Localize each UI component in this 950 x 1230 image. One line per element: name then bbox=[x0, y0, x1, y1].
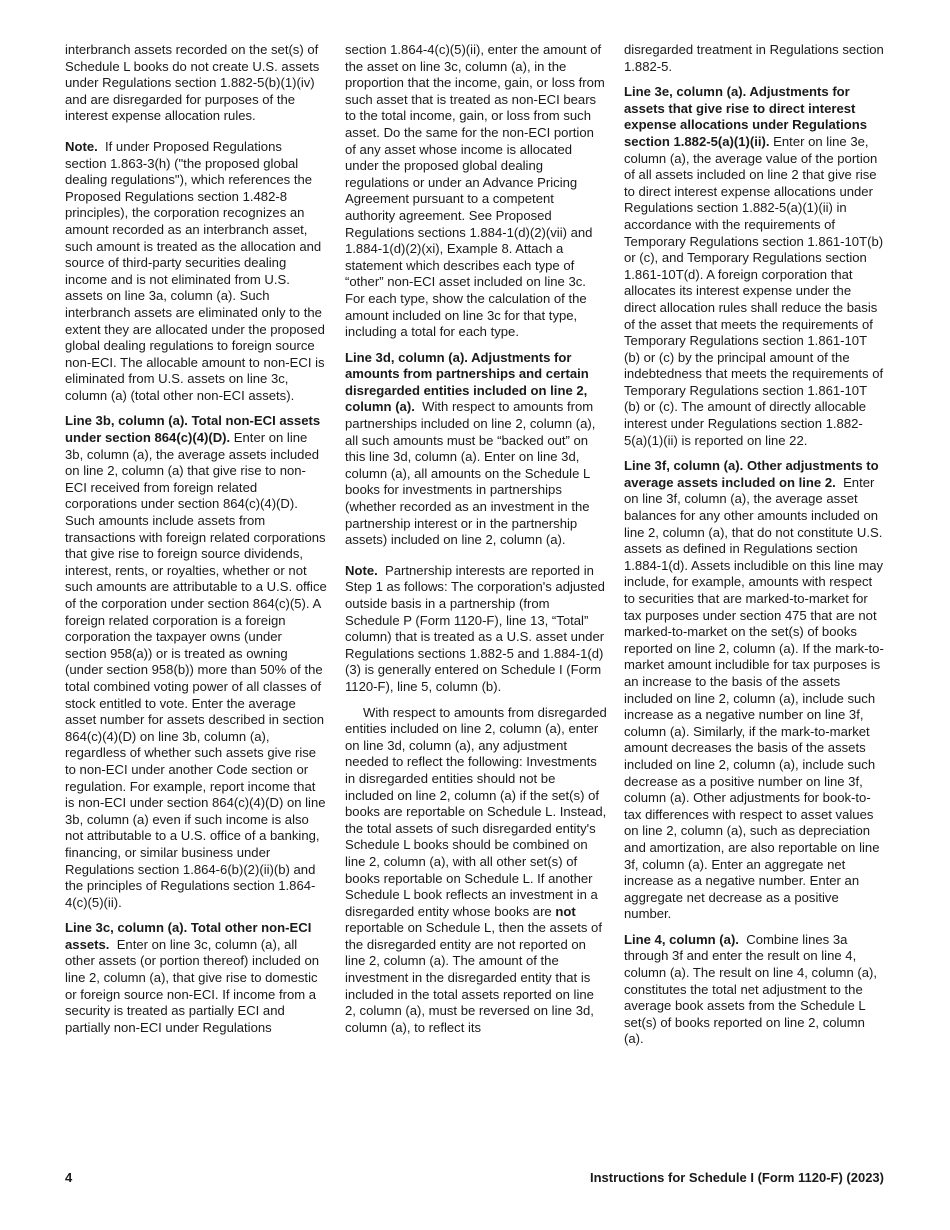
emphasis-not: not bbox=[555, 903, 576, 919]
heading-line-3d: Line 3d, column (a). Adjustments for amounts from partnerships and certain disregarded entities included on line 2, column (a). bbox=[345, 349, 589, 415]
text-column-right bbox=[624, 42, 886, 1048]
note-label: Note. bbox=[345, 562, 378, 578]
section-line-3b: Line 3b, column (a). Total non-ECI assets under section 864(c)(4)(D). Enter on line 3b, column (a), the average assets included on line 2, column (a) that give rise to non-ECI received from foreign related corporations under section 864(c)(4)(D). Such amounts include assets from transactions with foreign related corporations that give rise to foreign source dividends, interest, rents, or royalties, whether or not such amounts are attributable to a U.S. office of the corporation under section 864(c)(5). A foreign related corporation is a foreign corporation the taxpayer owns (under section 958(a)) or is treated as owning (under section 958(b)) more than 50% of the total combined voting power of all classes of stock entitled to vote. Enter the average asset number for assets described in section 864(c)(4)(D) on line 3b, column (a), regardless of whether such assets give rise to non-ECI under another Code section or regulation. For example, report income that is non-ECI under section 864(c)(4)(D) on line 3b, column (a) even if such income is also not attributable to a U.S. office of a banking, financing, or similar business under Regulations section 1.864-6(b)(2)(ii)(b) and the principles of Regulations section 1.864-4(c)(5)(ii). bbox=[65, 413, 327, 910]
paragraph-interbranch-assets: interbranch assets recorded on the set(s) of Schedule L books do not create U.S. assets under Regulations section 1.882-5(b)(1)(iv) and are disregarded for purposes of the interest expense allocation rules. bbox=[65, 42, 320, 124]
text-column-middle bbox=[345, 42, 607, 1036]
heading-line-4: Line 4, column (a). bbox=[624, 931, 739, 947]
heading-line-3e: Line 3e, column (a). Adjustments for assets that give rise to direct interest expense allocations under Regulations section 1.882-5(a)(1)(ii). bbox=[624, 84, 868, 149]
note-label: Note. bbox=[65, 138, 98, 154]
heading-line-3b: Line 3b, column (a). Total non-ECI assets under section 864(c)(4)(D). bbox=[65, 413, 321, 446]
section-line-3c: Line 3c, column (a). Total other non-ECI assets. Enter on line 3c, column (a), all other assets (or portion thereof) included on line 2, column (a), that give rise to domestic or foreign source non-ECI. If income from a security is treated as partially ECI and partially non-ECI under Regulations bbox=[65, 920, 320, 1035]
note-paragraph-partnership-interests: Note. Partnership interests are reported in Step 1 as follows: The corporation's adjusted outside basis in a partnership (from Schedule P (Form 1120-F), line 13, “Total” column) that is treated as a U.S. asset under Regulations sections 1.882-5 and 1.884-1(d)(3) is generally entered on Schedule I (Form 1120-F), line 5, column (b). bbox=[345, 562, 605, 694]
section-line-3d: Line 3d, column (a). Adjustments for amounts from partnerships and certain disregarded entities included on line 2, column (a). With respect to amounts from partnerships included on line 2, column (a), all such amounts must be “backed out” on this line 3d, column (a). Enter on line 3d, column (a), all amounts on the Schedule L books for investments in partnerships (whether recorded as an investment in the partnership interest or in the partnership assets) included on line 2, column (a). bbox=[345, 349, 596, 548]
text-column-left bbox=[65, 42, 327, 1036]
section-line-3f: Line 3f, column (a). Other adjustments to average assets included on line 2. Enter on line 3f, column (a), the average asset balances for any other amounts included on line 2, column (a), that do not constitute U.S. assets as defined in Regulations section 1.884-1(d). Assets includible on this line may include, for example, amounts with respect to securities that are marked-to-market for tax purposes under section 475 that are not marked-to-market on the set(s) of books reported on line 2, column (a). If the mark-to-market amount includible for tax purposes is an increase to the basis of the assets included on line 2, column (a), include such increase as a negative number on line 3f, column (a). Similarly, if the mark-to-market amount decreases the basis of the assets included on line 2, column (a), include such decrease as a positive number on line 3f, column (a). Other adjustments for book-to-tax differences with respect to asset values on line 2, column (a), such as depreciation and amortization, are also reportable on line 3f, column (a). Enter an aggregate net increase as a negative number. Enter an aggregate net decrease as a positive number. bbox=[624, 458, 884, 922]
heading-line-3f: Line 3f, column (a). Other adjustments to average assets included on line 2. bbox=[624, 458, 879, 490]
section-line-4: Line 4, column (a). Combine lines 3a through 3f and enter the result on line 4, column (a). The result on line 4, column (a), constitutes the total net adjustment to the average book assets from the Schedule L set(s) of books reported on line 2, column (a). bbox=[624, 931, 878, 1047]
footer-document-title: Instructions for Schedule I (Form 1120-F) (2023) bbox=[589, 1170, 884, 1185]
paragraph-line-3c-continued: section 1.864-4(c)(5)(ii), enter the amount of the asset on line 3c, column (a), in the proportion that the income, gain, or loss from such asset that is treated as non-ECI bears to the total income, gain, or loss from such asset. Do the same for the non-ECI portion of any asset whose income is allocated under the proposed global dealing regulations or under an Advance Pricing Agreement pursuant to a competent authority agreement. See Proposed Regulations sections 1.884-1(d)(2)(vii) and 1.884-1(d)(2)(xi), Example 8. Attach a statement which describes each type of “other” non-ECI asset included on line 3c. For each type, show the calculation of the amount included on line 3c for that type, including a total for each type. bbox=[345, 42, 605, 340]
note-paragraph-global-dealing: Note. If under Proposed Regulations section 1.863-3(h) ("the proposed global dealing regulations"), which references the Proposed Regulations section 1.482-8 principles), the corporation recognizes an amount recorded as an interbranch asset, such amount is treated as the allocation and source of third-party securities dealing income and is not eliminated from U.S. assets on line 3a, column (a). Such interbranch assets are eliminated only to the extent they are allocated under the proposed global dealing regulations to foreign source non-ECI. The allocable amount to non-ECI is eliminated from U.S. assets on line 3c, column (a) (total other non-ECI assets). bbox=[65, 138, 325, 403]
page-number: 4 bbox=[65, 1170, 73, 1185]
paragraph-line-3d-continued: disregarded treatment in Regulations section 1.882-5. bbox=[624, 42, 884, 74]
paragraph-disregarded-entities: With respect to amounts from disregarded entities included on line 2, column (a), enter on line 3d, column (a), any adjustment needed to reflect the following: Investments in disregarded entities should not be included on line 2, column (a) if the set(s) of books are reportable on Schedule L. Instead, the total assets of such disregarded entity's Schedule L books should be combined on line 2, column (a), with all other set(s) of books reportable on Schedule L. If another Schedule L book reflects an investment in a disregarded entity whose books are not reportable on Schedule L, then the assets of the disregarded entity are not reported on line 2, column (a). The amount of the investment in the disregarded entity that is included in the total assets reported on line 2, column (a), must be reversed on line 3d, column (a), to reflect its bbox=[345, 704, 607, 1035]
section-line-3e: Line 3e, column (a). Adjustments for assets that give rise to direct interest expense allocations under Regulations section 1.882-5(a)(1)(ii). Enter on line 3e, column (a), the average value of the portion of all assets included on line 2 that give rise to direct interest expense allocations under Regulations section 1.882-5(a)(1)(ii) in accordance with the requirements of Temporary Regulations section 1.861-10T(b) or (c), and Temporary Regulations section 1.861-10T(d). A foreign corporation that allocates its interest expense under the direct allocation rules shall reduce the basis of the asset that meets the requirements of Temporary Regulations section 1.861-10T (b) or (c) by the principal amount of the indebtedness that meets the requirements of Temporary Regulations section 1.861-10T (b) or (c). The amount of directly allocable interest under Regulations section 1.882-5(a)(1)(ii) is reported on line 22. bbox=[624, 84, 884, 448]
heading-line-3c: Line 3c, column (a). Total other non-ECI assets. bbox=[65, 920, 312, 952]
